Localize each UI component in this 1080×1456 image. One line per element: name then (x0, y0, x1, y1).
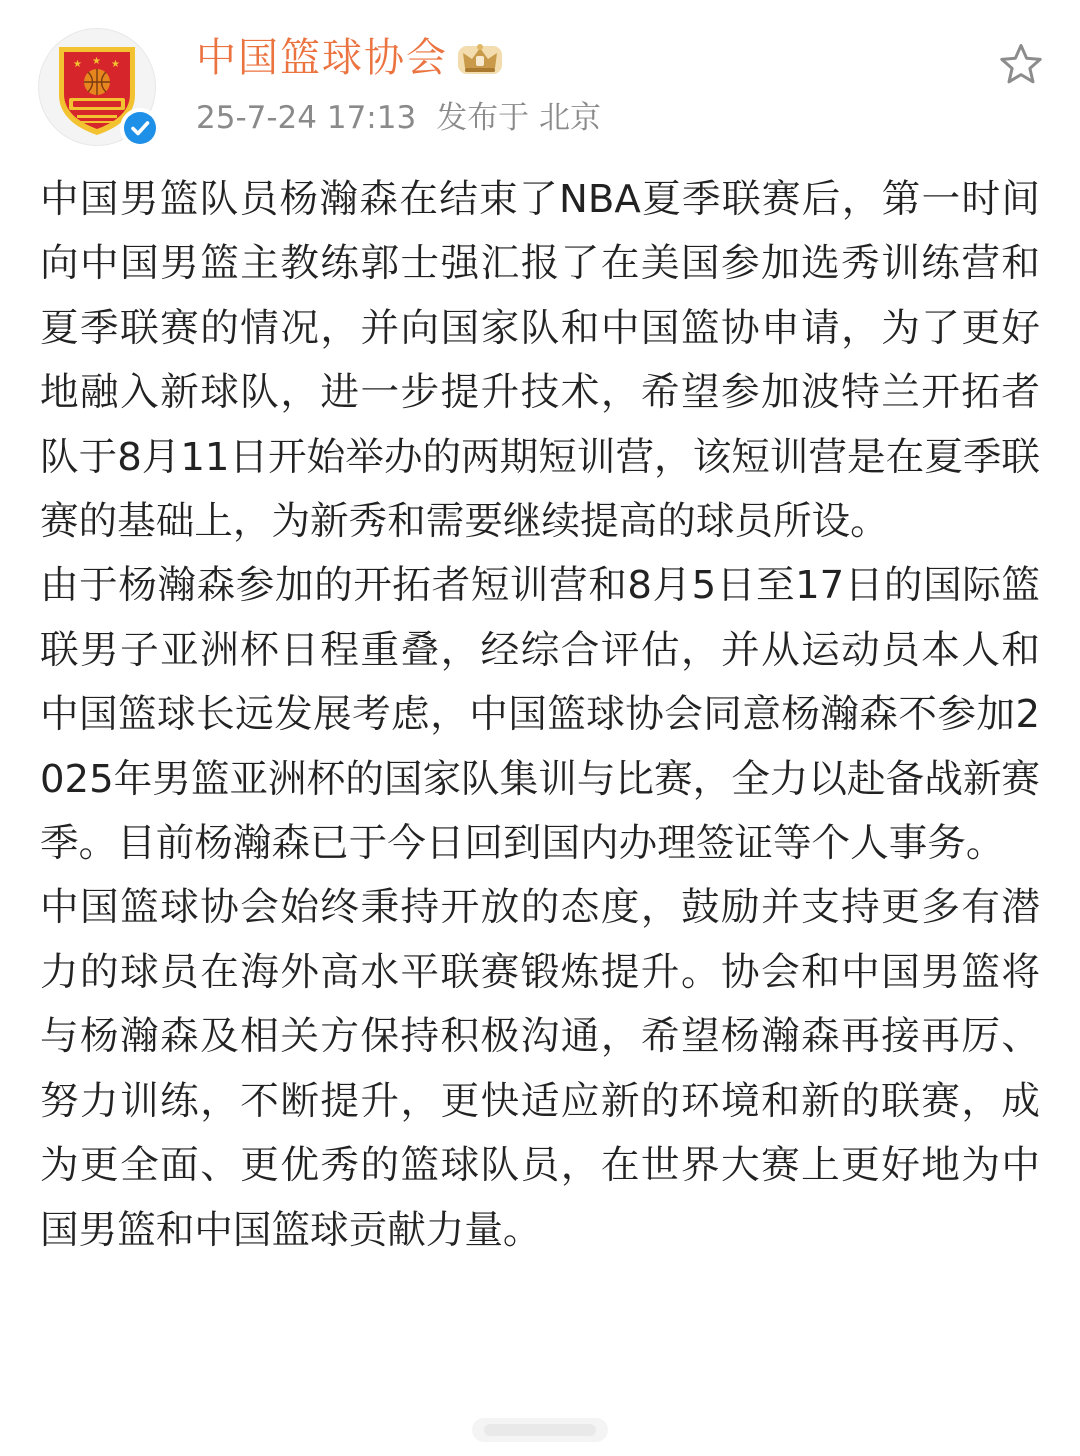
author-name[interactable]: 中国篮球协会 (196, 35, 448, 81)
vip-crown-icon[interactable] (454, 38, 506, 78)
watermark-blur (470, 1412, 610, 1448)
verified-check-icon (123, 111, 157, 145)
post-meta (196, 96, 601, 140)
favorite-button[interactable] (994, 38, 1048, 92)
svg-text:★: ★ (111, 59, 120, 70)
post-paragraph: 中国男篮队员杨瀚森在结束了NBA夏季联赛后，第一时间向中国男篮主教练郭士强汇报了在美国参加选秀训练营和夏季联赛的情况，并向国家队和中国篮协申请，为了更好地融入新球队，进一步提升技术，希望参加波特兰开拓者队于8月11日开始举办的两期短训营，该短训营是在夏季联赛的基础上，为新秀和需要继续提高的球员所设。 (40, 177, 1040, 545)
author-avatar-wrapper[interactable] (38, 28, 156, 146)
post-paragraph: 由于杨瀚森参加的开拓者短训营和8月5日至17日的国际篮联男子亚洲杯日程重叠，经综合评估，并从运动员本人和中国篮球长远发展考虑，中国篮球协会同意杨瀚森不参加2025年男篮亚洲杯的国家队集训与比赛，全力以赴备战新赛季。目前杨瀚森已于今日回到国内办理签证等个人事务。 (40, 563, 1040, 867)
post-header (0, 0, 1080, 160)
post-location: 发布于 北京 (436, 100, 602, 136)
star-outline-icon (997, 41, 1045, 89)
post-body (40, 168, 1040, 1263)
svg-text:★: ★ (73, 59, 82, 70)
post-timestamp: 25-7-24 17:13 (196, 100, 417, 136)
svg-text:★: ★ (92, 56, 101, 67)
post-paragraph: 中国篮球协会始终秉持开放的态度，鼓励并支持更多有潜力的球员在海外高水平联赛锻炼提升。协会和中国男篮将与杨瀚森及相关方保持积极沟通，希望杨瀚森再接再厉、努力训练，不断提升，更快适应新的环境和新的联赛，成为更全面、更优秀的篮球队员，在世界大赛上更好地为中国男篮和中国篮球贡献力量。 (40, 885, 1040, 1253)
verified-badge (120, 108, 160, 148)
